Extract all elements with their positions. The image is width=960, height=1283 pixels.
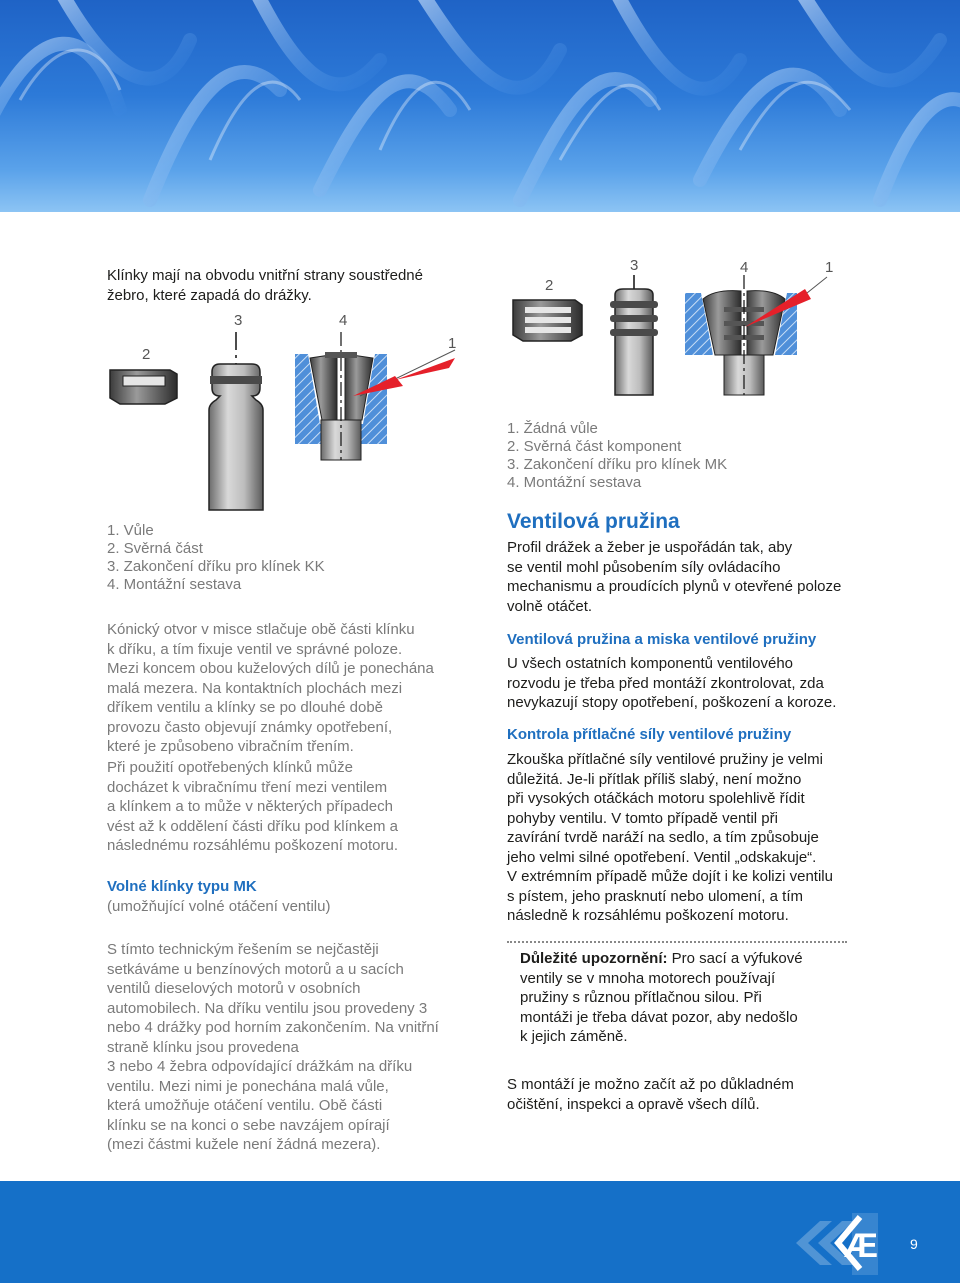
label-3: 3 <box>234 312 243 329</box>
label-1: 1 <box>825 259 834 276</box>
legend-item: 2. Svěrná část <box>107 540 203 557</box>
paragraph-kk-wear <box>107 620 487 757</box>
mk-section-heading <box>107 877 330 916</box>
mk-collet-drawing <box>505 255 845 415</box>
label-1: 1 <box>448 335 457 352</box>
text-line: rozvodu je třeba před montáží zkontrolovat, zda <box>507 674 824 692</box>
text-line: se ventil mohl působením síly ovládacího <box>507 558 781 576</box>
text-line: mechanismu a proudících plynů v otevřené poloze <box>507 578 842 595</box>
text-line: setkáváme u benzínových motorů a u sacích <box>107 960 404 978</box>
legend-item: 4. Montážní sestava <box>107 576 242 593</box>
right-legend <box>507 420 727 492</box>
text-line: volně otáčet. <box>507 597 593 615</box>
text-line: S tímto technickým řešením se nejčastěji <box>107 941 379 958</box>
kk-collet-diagram <box>105 310 495 520</box>
intro-text <box>107 266 423 305</box>
label-2: 2 <box>545 277 554 294</box>
spring-force-heading: Kontrola přítlačné síly ventilové pružiny <box>507 726 792 743</box>
mk-subheading: (umožňující volné otáčení ventilu) <box>107 897 331 915</box>
legend-item: 1. Žádná vůle <box>507 420 598 437</box>
mk-heading: Volné klínky typu MK <box>107 878 257 895</box>
intro-line: žebro, které zapadá do drážky. <box>107 286 312 304</box>
spring-cup-heading: Ventilová pružina a miska ventilové pružiny <box>507 631 817 648</box>
text-line: Pro sací a výfukové <box>667 950 803 967</box>
text-line: které je způsobeno vibračním třením. <box>107 738 354 755</box>
text-line: k jejich záměně. <box>520 1028 628 1045</box>
legend-item: 4. Montážní sestava <box>507 474 642 491</box>
text-line: vést až k oddělení části dříku pod klínkem a <box>107 817 398 835</box>
text-line: docházet k vibračnímu tření mezi ventilem <box>107 778 388 796</box>
legend-item: 2. Svěrná část komponent <box>507 438 682 455</box>
legend-item: 1. Vůle <box>107 522 154 539</box>
text-line: ventily se v mnoha motorech používají <box>520 969 776 987</box>
note-first-line <box>520 949 847 969</box>
label-4: 4 <box>339 312 348 329</box>
header-banner-image <box>0 0 960 212</box>
valve-spring-heading: Ventilová pružina <box>507 510 680 533</box>
page-number: 9 <box>910 1236 918 1252</box>
label-3: 3 <box>630 257 639 274</box>
note-label: Důležité upozornění: <box>520 950 668 967</box>
text-line: ventilů dieselových motorů v osobních <box>107 980 361 997</box>
spring-force-text <box>507 750 877 926</box>
brand-logo <box>0 1181 960 1283</box>
text-line: nebo 4 drážky pod horním zakončením. Na vnitřní <box>107 1019 439 1036</box>
paragraph-mk-description <box>107 940 497 1155</box>
text-line: provozu často objevují známky opotřebení, <box>107 718 393 736</box>
text-line: pohyby ventilu. V tomto případě ventil při <box>507 809 778 827</box>
text-line: k dříku, a tím fixuje ventil ve správné poloze. <box>107 640 403 658</box>
closing-text <box>507 1075 867 1114</box>
important-note-box <box>507 941 847 1047</box>
text-line: automobilech. Na dříku ventilu jsou provedeny 3 <box>107 999 428 1017</box>
text-line: následně k rozsáhlému poškození motoru. <box>507 907 789 924</box>
text-line: jeho velmi silné opotřebení. Ventil „odskakuje“. <box>507 848 817 866</box>
text-line: zavírání tvrdě naráží na sedlo, a tím způsobuje <box>507 829 819 846</box>
valve-springs-illustration <box>0 0 960 212</box>
text-line: důležitá. Je-li přítlak příliš slabý, není možno <box>507 770 802 788</box>
logo-mark: Æ <box>844 1227 878 1265</box>
text-line: následnému rozsáhlému poškození motoru. <box>107 837 398 854</box>
text-line: malá mezera. Na kontaktních plochách mezi <box>107 679 403 697</box>
paragraph-worn-collets <box>107 758 487 856</box>
text-line: a klínkem a to může v některých případech <box>107 798 393 815</box>
text-line: U všech ostatních komponentů ventilového <box>507 655 794 672</box>
text-line: pružiny s různou přítlačnou silou. Při <box>520 989 762 1006</box>
text-line: 3 nebo 4 žebra odpovídající drážkám na dříku <box>107 1058 413 1075</box>
text-line: ventilu. Mezi nimi je ponechána malá vůle, <box>107 1077 389 1095</box>
valve-spring-text <box>507 538 867 616</box>
text-line: Zkouška přítlačné síly ventilové pružiny je velmi <box>507 751 823 768</box>
intro-line: Klínky mají na obvodu vnitřní strany soustředné <box>107 267 423 284</box>
label-2: 2 <box>142 346 151 363</box>
text-line: klínku se na konci o sebe navzájem opírají <box>107 1116 390 1134</box>
mk-collet-diagram <box>505 255 845 415</box>
text-line: Mezi koncem obou kuželových dílů je ponechána <box>107 660 434 677</box>
kk-collet-drawing <box>105 310 495 520</box>
text-line: která umožňuje otáčení ventilu. Obě části <box>107 1097 383 1114</box>
text-line: očištění, inspekci a opravě všech dílů. <box>507 1095 760 1113</box>
text-line: při vysokých otáčkách motoru spolehlivě řídit <box>507 790 805 807</box>
legend-item: 3. Zakončení dříku pro klínek MK <box>507 456 728 473</box>
text-line: montáži je třeba dávat pozor, aby nedošlo <box>520 1008 798 1026</box>
text-line: dříkem ventilu a klínky se po dlouhé době <box>107 699 383 716</box>
footer-band <box>0 1181 960 1283</box>
legend-item: 3. Zakončení dříku pro klínek KK <box>107 558 325 575</box>
text-line: Profil drážek a žeber je uspořádán tak, aby <box>507 539 793 556</box>
text-line: V extrémním případě může dojít i ke kolizi ventilu <box>507 868 833 885</box>
text-line: s pístem, jeho prasknutí nebo ulomení, a tím <box>507 887 803 905</box>
label-4: 4 <box>740 259 749 276</box>
text-line: S montáží je možno začít až po důkladném <box>507 1076 794 1093</box>
text-line: Kónický otvor v misce stlačuje obě části klínku <box>107 621 415 638</box>
text-line: straně klínku jsou provedena <box>107 1038 299 1056</box>
text-line: (mezi částmi kužele není žádná mezera). <box>107 1136 381 1153</box>
text-line: nevykazují stopy opotřebení, poškození a koroze. <box>507 694 837 711</box>
left-legend <box>107 522 325 594</box>
spring-cup-text <box>507 654 877 713</box>
text-line: Při použití opotřebených klínků může <box>107 759 353 776</box>
